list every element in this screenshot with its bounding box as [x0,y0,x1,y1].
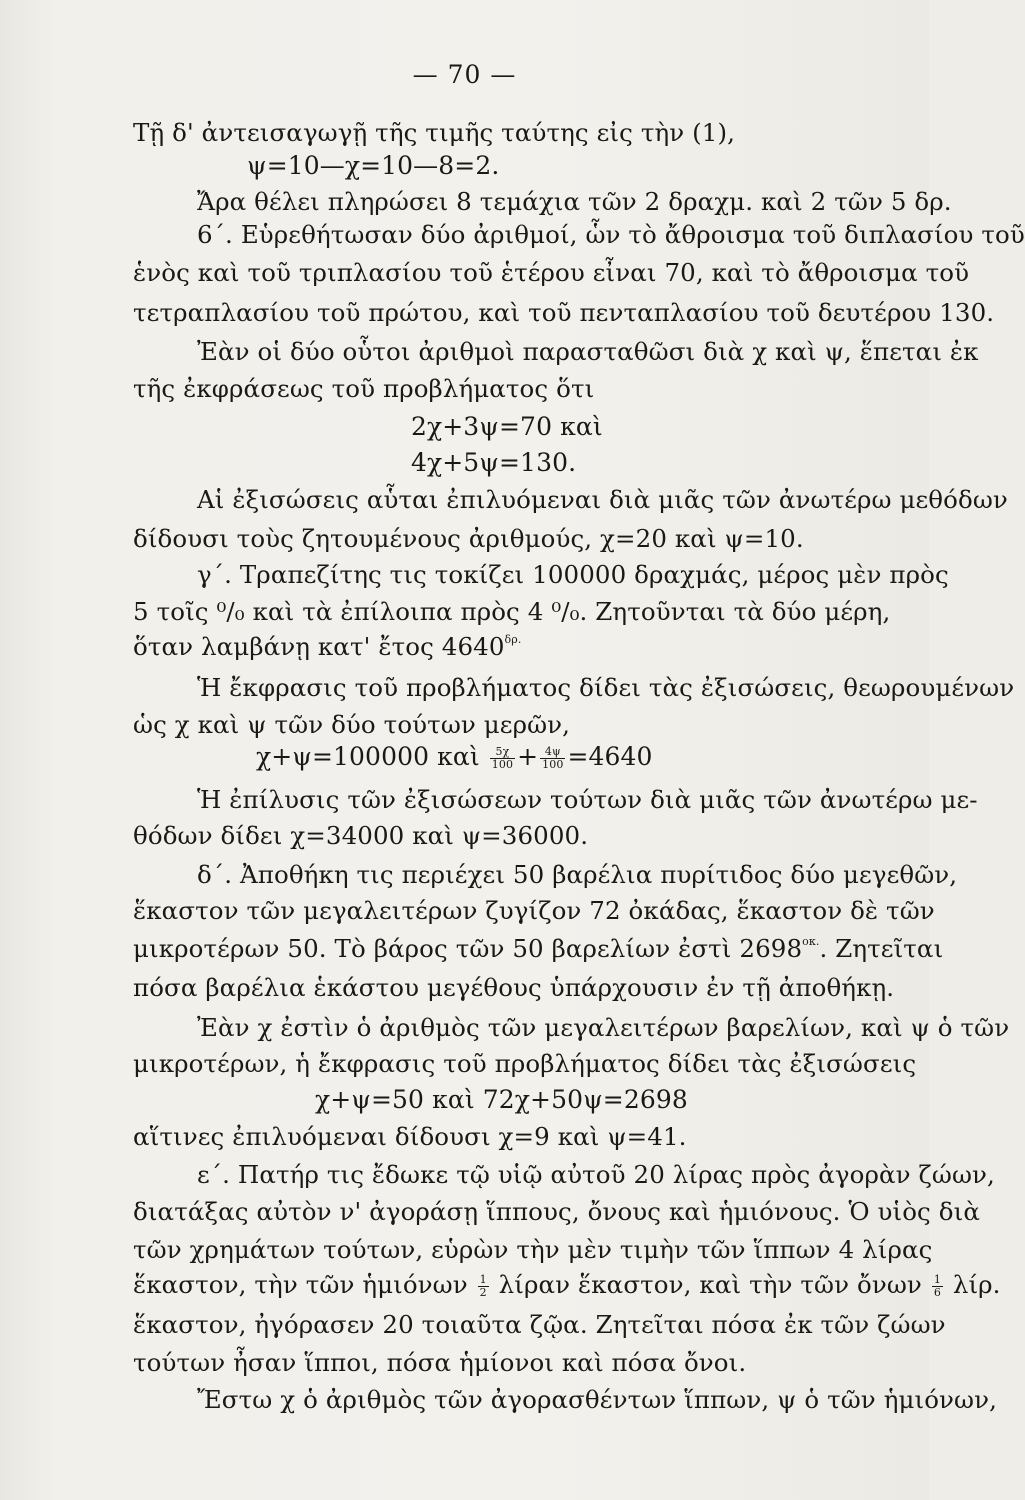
fraction-numerator: 4ψ [540,746,565,759]
text-line: δίδουσι τοὺς ζητουμένους ἀριθμούς, χ=20 καὶ ψ=10. [133,524,804,553]
fraction-numerator: 1 [479,1273,487,1287]
fraction-numerator: 1 [933,1273,941,1287]
fraction [932,1274,943,1298]
text-line-part: λίρ. [952,1270,1001,1299]
equation-line: 2χ+3ψ=70 καὶ [411,412,603,441]
fraction-denominator: 100 [491,758,514,771]
text-line: ἕκαστον, ἠγόρασεν 20 τοιαῦτα ζῷα. Ζητεῖται πόσα ἐκ τῶν ζώων [133,1310,946,1339]
text-line: μικροτέρων, ἡ ἔκφρασις τοῦ προβλήματος δίδει τὰς ἐξισώσεις [133,1049,917,1078]
text-line: πόσα βαρέλια ἑκάστου μεγέθους ὑπάρχουσιν ἐν τῇ ἀποθήκῃ. [133,973,895,1002]
text-line [133,1270,1001,1299]
text-line-part: ἕκαστον, τὴν τῶν ἡμιόνων [133,1270,468,1299]
text-line: Ἡ ἔκφρασις τοῦ προβλήματος δίδει τὰς ἐξισώσεις, θεωρουμένων [197,673,1015,702]
fraction [540,746,565,770]
fraction-denominator: 100 [542,758,564,771]
text-line-end: . Ζητεῖται [819,934,944,963]
problem-heading-line: ε΄. Πατήρ τις ἔδωκε τῷ υἱῷ αὐτοῦ 20 λίρας πρὸς ἀγορὰν ζώων, [197,1160,995,1189]
problem-heading-line: 6΄. Εὑρεθήτωσαν δύο ἀριθμοί, ὧν τὸ ἄθροισμα τοῦ διπλασίου τοῦ [197,220,1025,249]
text-line-part: λίραν ἕκαστον, καὶ τὴν τῶν ὄνων [498,1270,922,1299]
page-number: — 70 — [412,60,517,89]
fraction-denominator: 6 [933,1286,941,1299]
text-line: ὡς χ καὶ ψ τῶν δύο τούτων μερῶν, [133,710,571,739]
fraction-denominator: 2 [479,1286,487,1299]
text-line [133,936,943,962]
text-line: Ἔστω χ ὁ ἀριθμὸς τῶν ἀγορασθέντων ἵππων, ψ ὁ τῶν ἡμιόνων, [197,1385,997,1414]
equation-plus: + [517,742,539,771]
problem-heading-line: γ΄. Τραπεζίτης τις τοκίζει 100000 δραχμάς, μέρος μὲν πρὸς [197,560,949,589]
text-line: ἑνὸς καὶ τοῦ τριπλασίου τοῦ ἑτέρου εἶναι 70, καὶ τὸ ἄθροισμα τοῦ [133,258,970,287]
equation-line: 4χ+5ψ=130. [411,448,577,477]
text-line: 5 τοῖς ⁰/₀ καὶ τὰ ἐπίλοιπα πρὸς 4 ⁰/₀. Ζητοῦνται τὰ δύο μέρη, [133,597,891,626]
text-line: τῆς ἐκφράσεως τοῦ προβλήματος ὅτι [133,374,595,403]
text-line-main: μικροτέρων 50. Τὸ βάρος τῶν 50 βαρελίων ἐστὶ 2698 [133,934,803,963]
text-line: τούτων ἦσαν ἵπποι, πόσα ἡμίονοι καὶ πόσα ὄνοι. [133,1348,747,1377]
fraction-numerator: 5χ [490,746,515,759]
fraction [478,1274,489,1298]
text-line: Ἐὰν χ ἐστὶν ὁ ἀριθμὸς τῶν μεγαλειτέρων βαρελίων, καὶ ψ ὁ τῶν [197,1013,1010,1042]
text-line: θόδων δίδει χ=34000 καὶ ψ=36000. [133,821,589,850]
text-line: τῶν χρημάτων τούτων, εὑρὼν τὴν μὲν τιμὴν τῶν ἵππων 4 λίρας [133,1235,933,1264]
text-line-main: ὅταν λαμβάνῃ κατ' ἔτος 4640 [133,632,505,661]
text-line: Ἐὰν οἱ δύο οὗτοι ἀριθμοὶ παρασταθῶσι διὰ χ καὶ ψ, ἕπεται ἐκ [197,337,979,366]
equation-line [256,744,653,771]
equation-part: =4640 [567,742,653,771]
text-line: Ἡ ἐπίλυσις τῶν ἐξισώσεων τούτων διὰ μιᾶς τῶν ἀνωτέρω με- [197,785,978,814]
problem-heading-line: δ΄. Ἀποθήκη τις περιέχει 50 βαρέλια πυρίτιδος δύο μεγεθῶν, [197,860,958,889]
equation-line: χ+ψ=50 καὶ 72χ+50ψ=2698 [315,1085,688,1114]
fraction [490,746,515,770]
equation-line: ψ=10—χ=10—8=2. [247,151,500,180]
text-line: Αἱ ἐξισώσεις αὗται ἐπιλυόμεναι διὰ μιᾶς τῶν ἀνωτέρω μεθόδων [197,485,1008,514]
currency-superscript: δρ. [504,633,522,646]
text-line [133,634,521,660]
text-line: αἵτινες ἐπιλυόμεναι δίδουσι χ=9 καὶ ψ=41. [133,1122,687,1151]
text-line: διατάξας αὐτὸν ν' ἀγοράσῃ ἵππους, ὄνους καὶ ἡμιόνους. Ὁ υἱὸς διὰ [133,1197,980,1226]
text-line: Τῇ δ' ἀντεισαγωγῇ τῆς τιμῆς ταύτης εἰς τὴν (1), [133,118,736,147]
text-line: Ἄρα θέλει πληρώσει 8 τεμάχια τῶν 2 δραχμ. καὶ 2 τῶν 5 δρ. [197,187,952,216]
text-line: ἕκαστον τῶν μεγαλειτέρων ζυγίζον 72 ὀκάδας, ἕκαστον δὲ τῶν [133,896,935,925]
unit-superscript: οκ. [802,935,820,948]
equation-part: χ+ψ=100000 καὶ [256,742,480,771]
text-line: τετραπλασίου τοῦ πρώτου, καὶ τοῦ πενταπλασίου τοῦ δευτέρου 130. [133,298,995,327]
